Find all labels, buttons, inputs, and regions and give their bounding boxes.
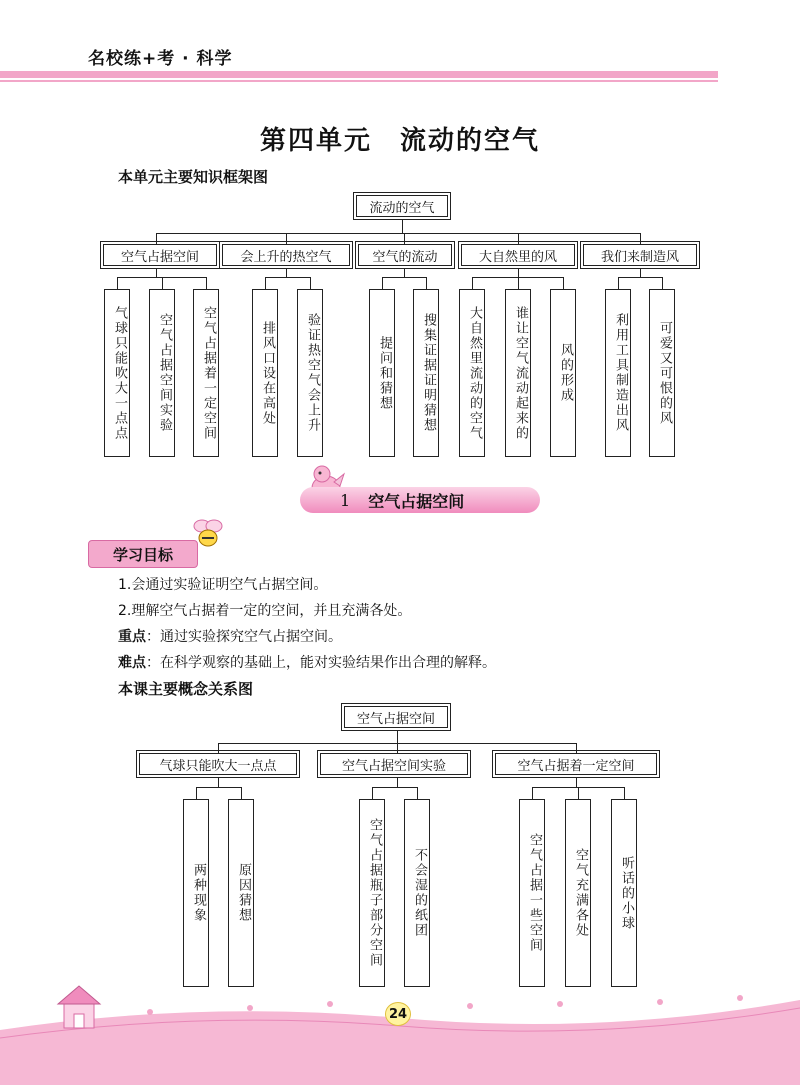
concept-leaf-box: 空气占据一些空间	[519, 799, 545, 987]
difficulty-text: ：在科学观察的基础上，能对实验结果作出合理的解释。	[146, 655, 496, 671]
connector	[426, 277, 427, 289]
unit-leaf-box: 空气占据着一定空间	[193, 289, 219, 457]
connector	[402, 219, 403, 233]
header-bar	[0, 71, 718, 78]
unit-leaf-box: 空气占据空间实验	[149, 289, 175, 457]
difficulty-label: 难点	[118, 655, 146, 671]
concept-topic-box: 空气占据着一定空间	[495, 753, 657, 775]
unit-topic-box: 空气的流动	[358, 244, 452, 266]
connector	[532, 787, 533, 799]
concept-leaf-box: 两种现象	[183, 799, 209, 987]
unit-topic-box: 空气占据空间	[103, 244, 217, 266]
connector	[218, 777, 219, 787]
key-point-text: ：通过实验探究空气占据空间。	[146, 629, 342, 645]
connector	[241, 787, 242, 799]
page-number: 24	[385, 1002, 411, 1026]
unit-topic-box: 会上升的热空气	[222, 244, 350, 266]
connector	[206, 277, 207, 289]
lesson-number: 1	[340, 490, 351, 510]
unit-title: 第四单元 流动的空气	[259, 126, 540, 156]
connector	[162, 277, 163, 289]
learning-goals-label: 学习目标	[88, 540, 198, 568]
unit-leaf-box: 大自然里流动的空气	[459, 289, 485, 457]
connector	[397, 743, 398, 753]
connector	[156, 233, 641, 234]
connector	[662, 277, 663, 289]
connector	[117, 277, 118, 289]
unit-leaf-box: 气球只能吹大一点点	[104, 289, 130, 457]
unit-leaf-box: 可爱又可恨的风	[649, 289, 675, 457]
concept-leaf-box: 原因猜想	[228, 799, 254, 987]
concept-leaf-box: 空气充满各处	[565, 799, 591, 987]
connector	[286, 268, 287, 277]
concept-leaf-box: 空气占据瓶子部分空间	[359, 799, 385, 987]
connector	[640, 268, 641, 277]
connector	[618, 277, 619, 289]
unit-leaf-box: 提问和猜想	[369, 289, 395, 457]
connector	[310, 277, 311, 289]
connector	[404, 268, 405, 277]
connector	[640, 233, 641, 244]
connector	[382, 277, 383, 289]
bee-icon	[190, 516, 226, 552]
connector	[218, 743, 219, 753]
concept-topic-box: 气球只能吹大一点点	[139, 753, 297, 775]
goal-item-1: 1.会通过实验证明空气占据空间。	[118, 577, 328, 593]
connector	[397, 730, 398, 743]
connector	[382, 277, 427, 278]
connector	[576, 743, 577, 753]
house-icon	[50, 982, 110, 1032]
header-bar-thin	[0, 80, 718, 82]
connector	[372, 787, 418, 788]
key-point	[118, 626, 342, 646]
connector	[624, 787, 625, 799]
goal-item-2: 2.理解空气占据着一定的空间，并且充满各处。	[118, 603, 412, 619]
connector	[578, 787, 579, 799]
header-title: 名校练+考 · 科学	[88, 49, 233, 69]
difficulty	[118, 652, 496, 672]
concept-leaf-box: 不会湿的纸团	[404, 799, 430, 987]
unit-leaf-box: 谁让空气流动起来的	[505, 289, 531, 457]
connector	[518, 233, 519, 244]
connector	[265, 277, 266, 289]
lesson-banner	[300, 487, 540, 513]
concept-topic-box: 空气占据空间实验	[320, 753, 468, 775]
connector	[563, 277, 564, 289]
unit-leaf-box: 风的形成	[550, 289, 576, 457]
concept-root-box: 空气占据空间	[344, 706, 448, 728]
concept-leaf-box: 听话的小球	[611, 799, 637, 987]
concept-label: 本课主要概念关系图	[118, 680, 254, 698]
unit-leaf-box: 排风口设在高处	[252, 289, 278, 457]
connector	[576, 777, 577, 787]
unit-leaf-box: 利用工具制造出风	[605, 289, 631, 457]
connector	[196, 787, 197, 799]
connector	[265, 277, 311, 278]
connector	[518, 268, 519, 277]
unit-leaf-box: 搜集证据证明猜想	[413, 289, 439, 457]
unit-root-box: 流动的空气	[356, 195, 448, 217]
unit-topic-box: 我们来制造风	[583, 244, 697, 266]
connector	[397, 777, 398, 787]
connector	[156, 268, 157, 277]
connector	[196, 787, 242, 788]
framework-label: 本单元主要知识框架图	[118, 168, 269, 186]
connector	[156, 233, 157, 244]
connector	[417, 787, 418, 799]
lesson-title: 空气占据空间	[368, 491, 465, 511]
unit-leaf-box: 验证热空气会上升	[297, 289, 323, 457]
key-point-label: 重点	[118, 629, 146, 645]
connector	[472, 277, 473, 289]
connector	[618, 277, 663, 278]
connector	[286, 233, 287, 244]
unit-topic-box: 大自然里的风	[461, 244, 575, 266]
connector	[404, 233, 405, 244]
connector	[372, 787, 373, 799]
connector	[518, 277, 519, 289]
